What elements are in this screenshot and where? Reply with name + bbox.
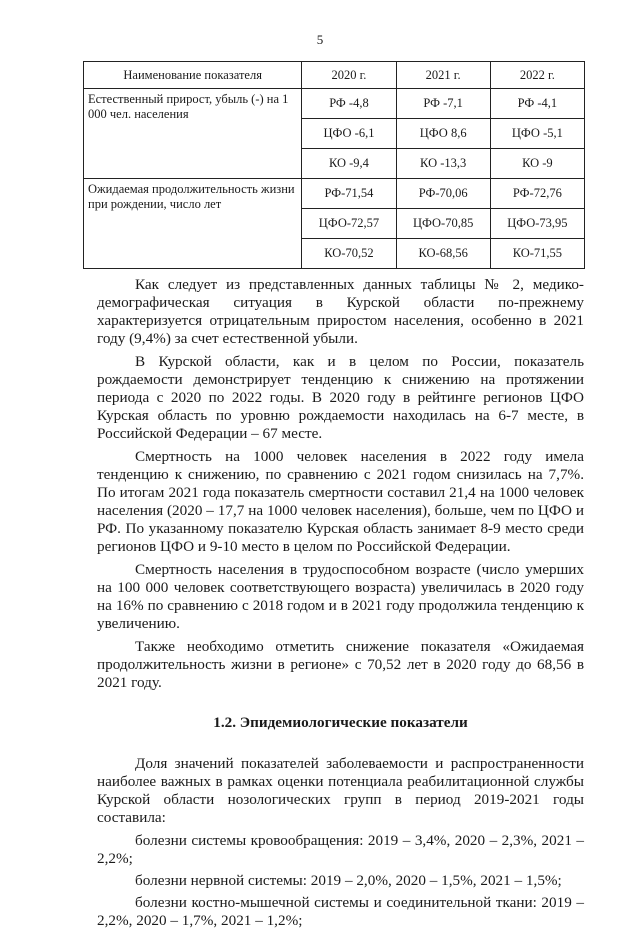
table-cell: КО -9 xyxy=(490,149,584,179)
paragraph-working-age-mortality: Смертность населения в трудоспособном возрасте (число умерших на 100 000 человек соответствующего возраста) увеличилась в 2020 году на 16% по сравнению с 2018 годом и в 2021 году продолжила тенденцию к увеличению. xyxy=(97,561,584,632)
paragraph-morbidity-share: Доля значений показателей заболеваемости и распространенности наиболее важных в рамках оценки потенциала реабилитационной службы Курской области нозологических групп в период 2019-2021 годы составила: xyxy=(97,755,584,826)
paragraph-demographic-situation: Как следует из представленных данных таблицы № 2, медико-демографическая ситуация в Курской области по-прежнему характеризуется отрицательным приростом населения, особенно в 2021 году (9,4%) за счет естественной убыли. xyxy=(97,276,584,347)
table-header-row xyxy=(84,62,585,89)
table-cell: ЦФО-73,95 xyxy=(490,209,584,239)
header-indicator-name: Наименование показателя xyxy=(84,62,302,89)
header-year-2020: 2020 г. xyxy=(302,62,396,89)
table-cell: РФ-70,06 xyxy=(396,179,490,209)
table-cell: ЦФО-70,85 xyxy=(396,209,490,239)
header-year-2022: 2022 г. xyxy=(490,62,584,89)
page-number: 5 xyxy=(316,32,324,47)
table-cell: РФ-72,76 xyxy=(490,179,584,209)
table-row xyxy=(84,89,585,119)
paragraph-mortality: Смертность на 1000 человек населения в 2022 году имела тенденцию к снижению, по сравнению с 2021 годом снизилась на 7,7%. По итогам 2021 года показатель смертности составил 21,4 на 1000 человек населения (2020 – 17,7 на 1000 человек населения), больше, чем по ЦФО и РФ. По указанному показателю Курская область занимает 8-9 место среди регионов ЦФО и 9-10 место в целом по Российской Федерации. xyxy=(97,448,584,555)
list-item-circulatory: болезни системы кровообращения: 2019 – 3,4%, 2020 – 2,3%, 2021 – 2,2%; xyxy=(97,832,584,867)
table-cell: РФ -7,1 xyxy=(396,89,490,119)
paragraph-life-expectancy: Также необходимо отметить снижение показателя «Ожидаемая продолжительность жизни в регионе» с 70,52 лет в 2020 году до 68,56 в 2021 году. xyxy=(97,638,584,691)
indicator-natural-growth: Естественный прирост, убыль (-) на 1 000 чел. населения xyxy=(84,89,302,179)
table-cell: РФ -4,8 xyxy=(302,89,396,119)
table-row xyxy=(84,179,585,209)
section-heading: 1.2. Эпидемиологические показатели xyxy=(213,714,468,731)
table-cell: ЦФО -6,1 xyxy=(302,119,396,149)
indicator-life-expectancy: Ожидаемая продолжительность жизни при рождении, число лет xyxy=(84,179,302,269)
table-cell: КО-70,52 xyxy=(302,239,396,269)
table-cell: РФ -4,1 xyxy=(490,89,584,119)
table-cell: ЦФО 8,6 xyxy=(396,119,490,149)
table-cell: КО -9,4 xyxy=(302,149,396,179)
paragraph-birth-rate: В Курской области, как и в целом по России, показатель рождаемости демонстрирует тенденцию к снижению на протяжении периода с 2020 по 2022 годы. В 2020 году в рейтинге регионов ЦФО Курская область по уровню рождаемости находилась на 6-7 месте, в Российской Федерации – 67 месте. xyxy=(97,353,584,442)
table-cell: РФ-71,54 xyxy=(302,179,396,209)
table-cell: КО-71,55 xyxy=(490,239,584,269)
list-item-nervous: болезни нервной системы: 2019 – 2,0%, 2020 – 1,5%, 2021 – 1,5%; xyxy=(135,872,562,889)
table-cell: КО -13,3 xyxy=(396,149,490,179)
table-cell: КО-68,56 xyxy=(396,239,490,269)
table-cell: ЦФО -5,1 xyxy=(490,119,584,149)
list-item-musculoskeletal: болезни костно-мышечной системы и соединительной ткани: 2019 – 2,2%, 2020 – 1,7%, 2021 – 1,2%; xyxy=(97,894,584,929)
header-year-2021: 2021 г. xyxy=(396,62,490,89)
indicators-table xyxy=(83,61,585,269)
body-text xyxy=(97,276,584,934)
table-cell: ЦФО-72,57 xyxy=(302,209,396,239)
